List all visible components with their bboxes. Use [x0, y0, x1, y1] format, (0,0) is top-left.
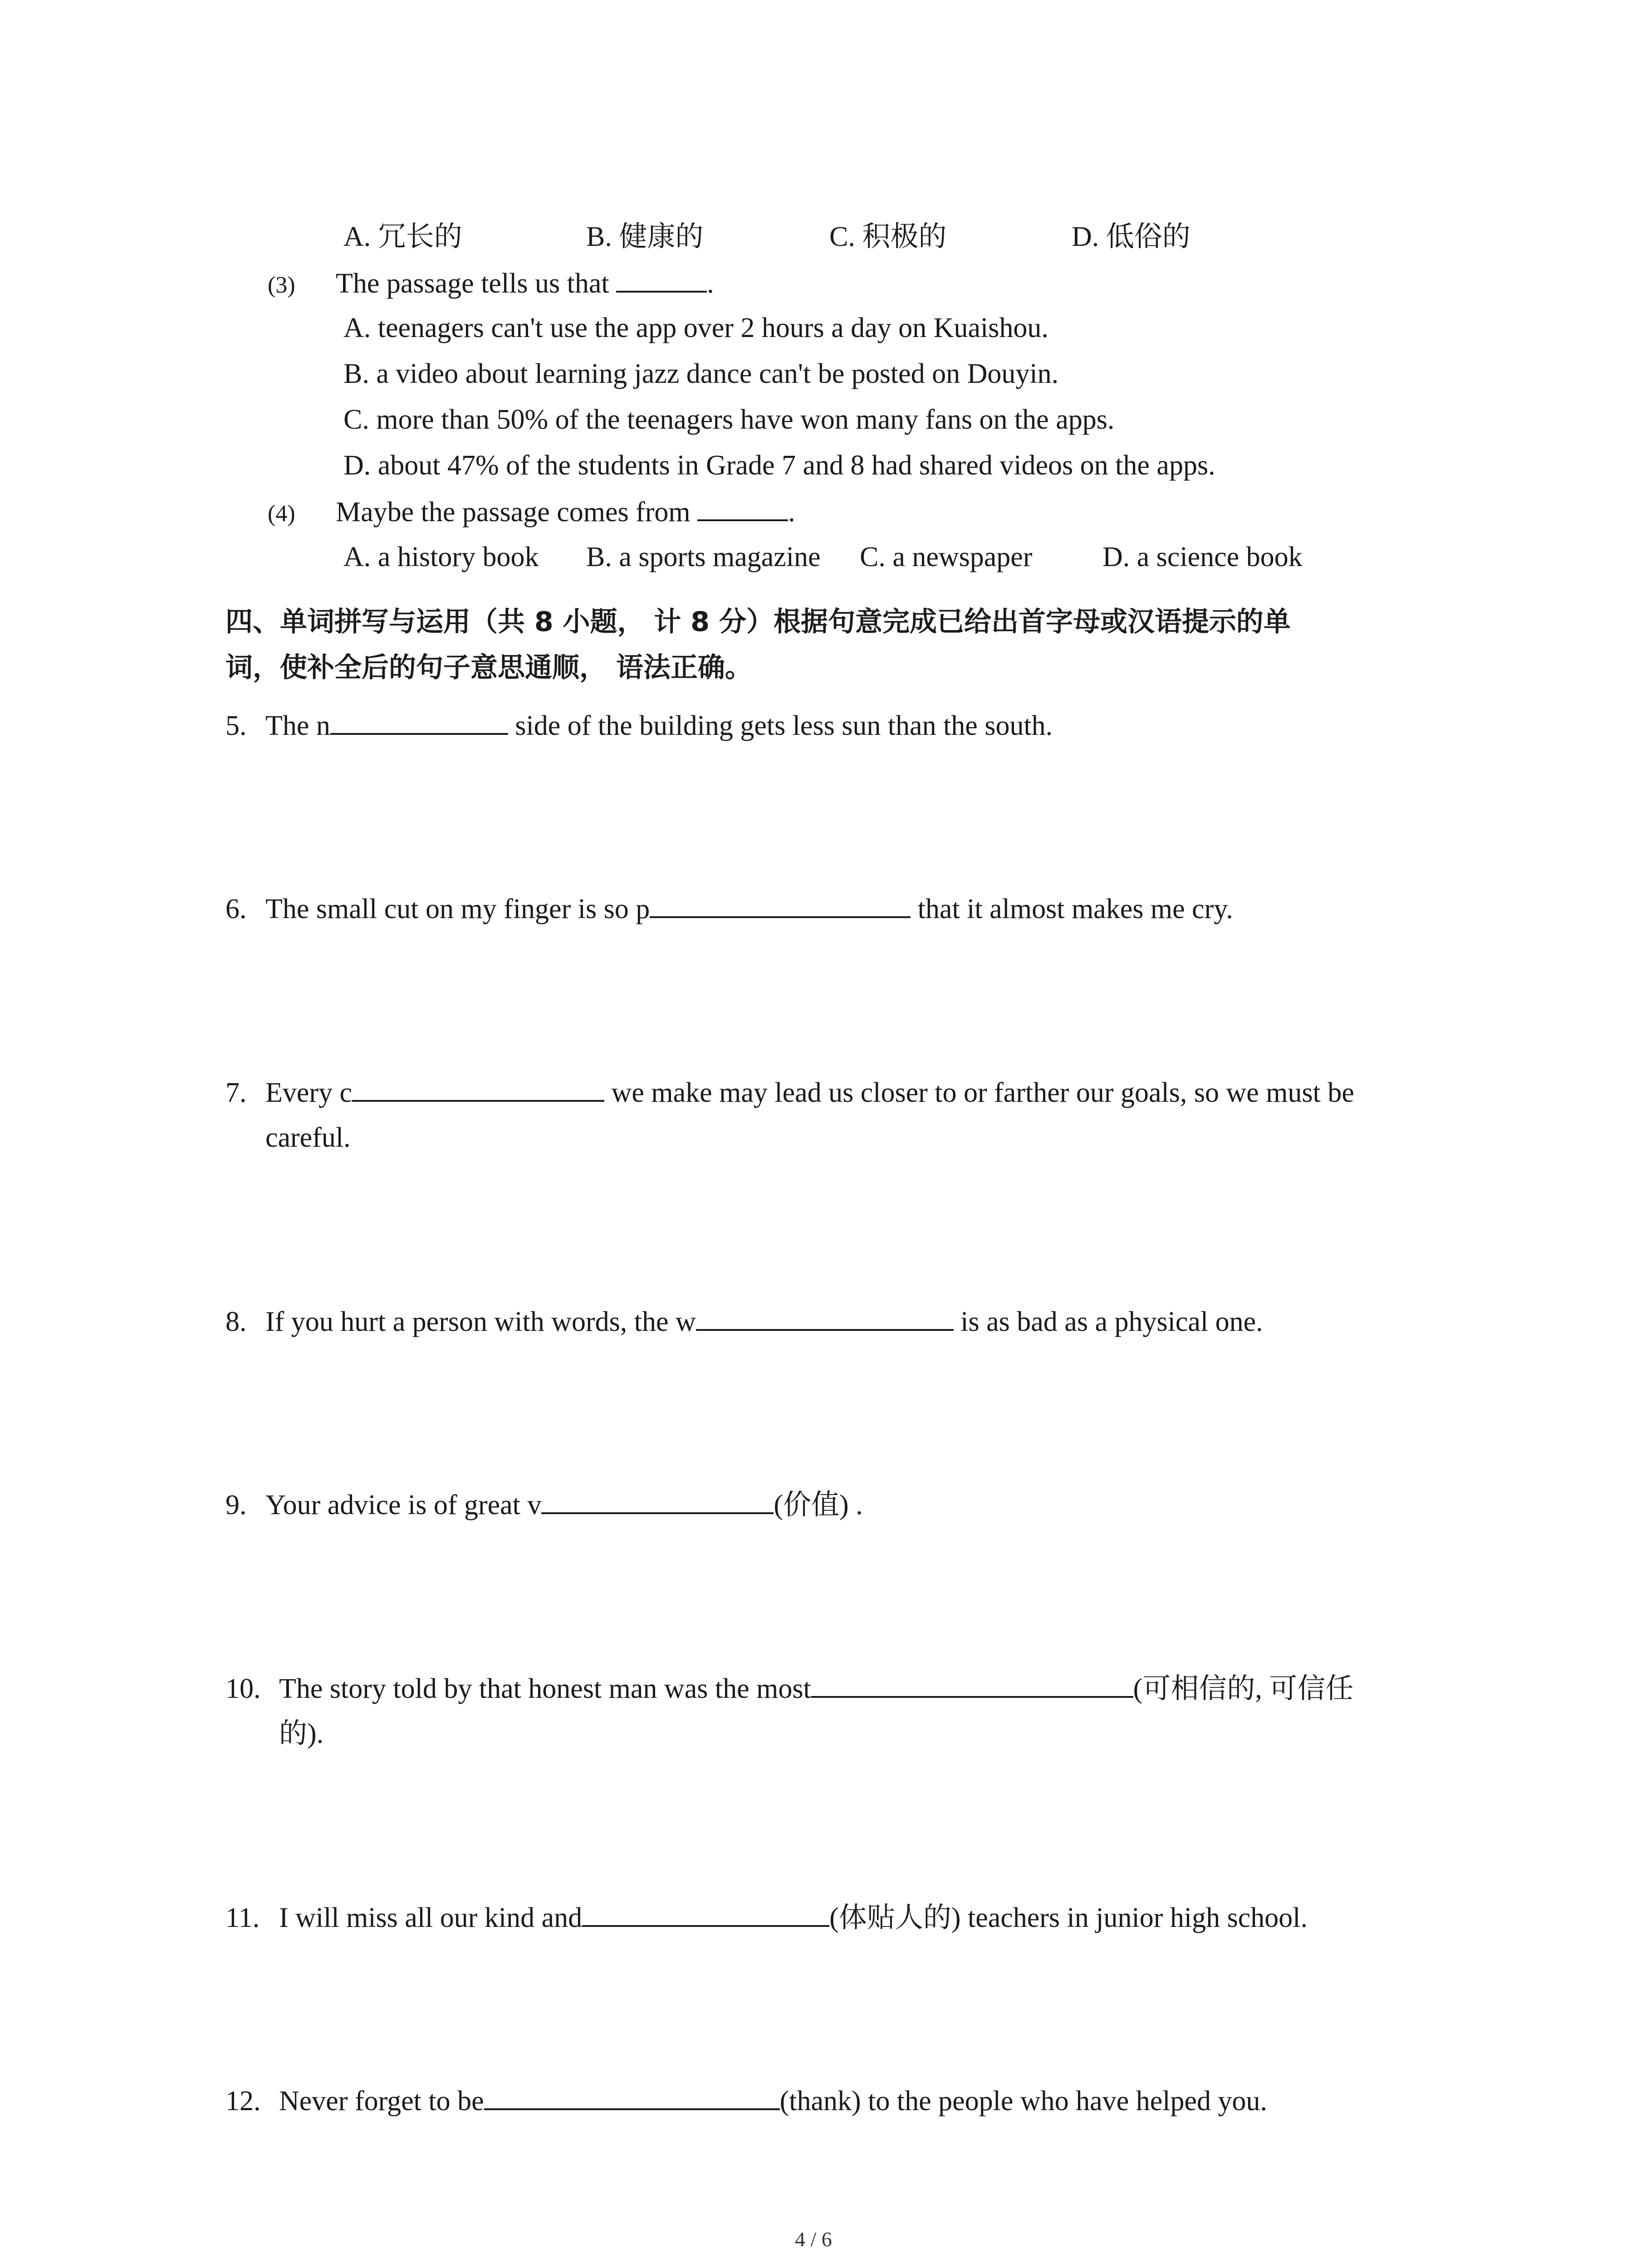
- item-11-after: (体贴人的) teachers in junior high school.: [829, 1902, 1308, 1933]
- item-11-number: 11.: [225, 1902, 260, 1933]
- q4-option-d: D. a science book: [1102, 542, 1303, 572]
- item-5-number: 5.: [225, 710, 247, 741]
- item-10-number: 10.: [225, 1673, 261, 1704]
- q2-option-d: D. 低俗的: [1072, 221, 1190, 252]
- item-8-number: 8.: [225, 1306, 247, 1337]
- item-9-blank[interactable]: [541, 1487, 774, 1514]
- item-12-after: (thank) to the people who have helped you.: [779, 2086, 1267, 2116]
- page-number: 4 / 6: [795, 2228, 832, 2251]
- item-12: [225, 2083, 1267, 2118]
- item-10-continuation: 的).: [279, 1718, 324, 1749]
- item-9-number: 9.: [225, 1490, 247, 1520]
- q4-option-c: C. a newspaper: [860, 542, 1033, 572]
- item-7: [225, 1075, 1354, 1110]
- item-5: [225, 708, 1053, 743]
- item-9-after: (价值) .: [774, 1490, 863, 1520]
- q3-option-a: A. teenagers can't use the app over 2 hours a day on Kuaishou.: [343, 313, 1048, 343]
- item-8: [225, 1304, 1263, 1339]
- item-5-after: side of the building gets less sun than the south.: [508, 710, 1053, 741]
- q4-blank[interactable]: [697, 494, 788, 521]
- q4-option-b: B. a sports magazine: [586, 542, 821, 572]
- q3-option-d: D. about 47% of the students in Grade 7 and 8 had shared videos on the apps.: [343, 450, 1215, 481]
- item-11-blank[interactable]: [582, 1900, 829, 1927]
- item-12-number: 12.: [225, 2086, 261, 2116]
- q2-option-a: A. 冗长的: [343, 221, 462, 252]
- item-9-before: Your advice is of great v: [265, 1490, 542, 1520]
- q3-stem: [268, 265, 714, 303]
- item-8-blank[interactable]: [696, 1304, 954, 1331]
- item-7-blank[interactable]: [352, 1075, 604, 1102]
- q2-option-c: C. 积极的: [829, 221, 947, 252]
- q2-option-b: B. 健康的: [586, 221, 704, 252]
- item-12-blank[interactable]: [484, 2083, 780, 2110]
- item-8-before: If you hurt a person with words, the w: [265, 1306, 696, 1337]
- item-11-before: I will miss all our kind and: [279, 1902, 583, 1933]
- q4-stem: [268, 494, 795, 531]
- q3-option-b: B. a video about learning jazz dance can't be posted on Douyin.: [343, 358, 1059, 389]
- item-10-before: The story told by that honest man was the most: [279, 1673, 811, 1704]
- item-6-after: that it almost makes me cry.: [911, 894, 1233, 924]
- item-9: [225, 1487, 863, 1522]
- item-10: [225, 1671, 1353, 1706]
- section4-title-line2: 词，使补全后的句子意思通顺， 语法正确。: [225, 652, 752, 684]
- q3-option-c: C. more than 50% of the teenagers have won many fans on the apps.: [343, 404, 1115, 435]
- item-7-number: 7.: [225, 1077, 247, 1108]
- item-5-blank[interactable]: [330, 708, 508, 735]
- item-7-continuation: careful.: [265, 1122, 351, 1153]
- q3-number: (3): [268, 272, 295, 298]
- item-6-number: 6.: [225, 894, 247, 924]
- item-11: [225, 1900, 1308, 1935]
- q4-option-a: A. a history book: [343, 542, 539, 572]
- item-10-after: (可相信的, 可信任: [1133, 1673, 1354, 1704]
- q4-number: (4): [268, 501, 295, 527]
- item-6-before: The small cut on my finger is so p: [265, 894, 650, 924]
- item-7-before: Every c: [265, 1077, 353, 1108]
- q4-stem-before: Maybe the passage comes from: [336, 497, 691, 528]
- item-12-before: Never forget to be: [279, 2086, 484, 2116]
- section4-title-line1: 四、单词拼写与运用（共 8 小题， 计 8 分）根据句意完成已给出首字母或汉语提示的单: [225, 606, 1291, 638]
- item-10-blank[interactable]: [811, 1671, 1133, 1698]
- q3-stem-after: .: [707, 268, 714, 299]
- item-5-before: The n: [265, 710, 330, 741]
- q4-stem-after: .: [788, 497, 795, 528]
- item-8-after: is as bad as a physical one.: [953, 1306, 1263, 1337]
- q3-blank[interactable]: [616, 265, 707, 293]
- item-6: [225, 891, 1233, 926]
- item-7-after: we make may lead us closer to or farther our goals, so we must be: [604, 1077, 1354, 1108]
- item-6-blank[interactable]: [650, 891, 911, 918]
- q3-stem-before: The passage tells us that: [336, 268, 609, 299]
